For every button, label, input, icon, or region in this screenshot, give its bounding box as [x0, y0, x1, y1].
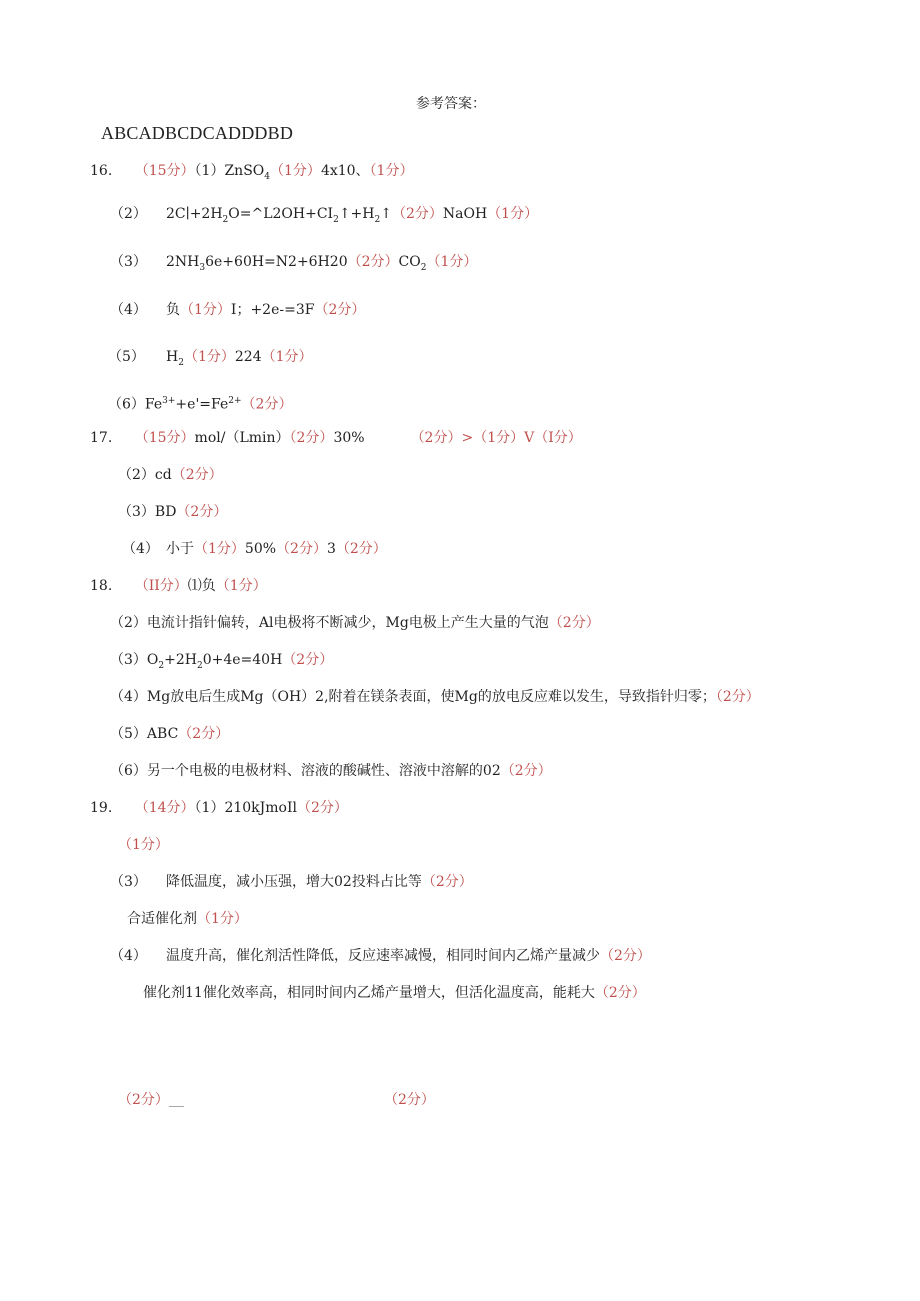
q17-l4-number: （4）: [122, 541, 159, 557]
q18-l2-a: （2）电流计指针偏转，Al电极将不断减少，Mg电极上产生大量的气泡: [110, 615, 549, 631]
q17-l4-score-1: （1分）: [194, 541, 245, 557]
q19-l6-score: （2分）: [594, 985, 646, 1001]
q18-l6-score: （2分）: [500, 763, 552, 779]
q17-line-1: [90, 428, 582, 448]
q16-l6-b: +e'=Fe: [175, 396, 229, 413]
q18-line-2: [110, 613, 600, 633]
q19-l4-score: （1分）: [197, 911, 248, 927]
q17-l4-a: 小于: [166, 541, 194, 557]
q16-l5-sub: 2: [178, 357, 184, 368]
q16-l1-score-2: （1分）: [369, 163, 414, 179]
q17-l4-score-2: （2分）: [276, 541, 327, 557]
q18-l1-score: （1分）: [215, 578, 267, 594]
q17-line-3: [118, 502, 227, 522]
q19-l2-score: （1分）: [118, 837, 169, 853]
q18-number: 18.: [90, 578, 113, 594]
q17-l4-b: 50%: [244, 541, 277, 557]
q18-l2-score: （2分）: [548, 615, 600, 631]
q17-l1-score-2: （2分）>（1分）V（I分）: [410, 430, 582, 446]
tail-line: [118, 1090, 184, 1112]
q18-l3-sub: 2: [158, 660, 165, 671]
q16-line-4: [110, 300, 365, 320]
q17-l3-score: （2分）: [176, 504, 228, 520]
q17-score: （15分）: [134, 430, 195, 446]
q19-l5-score: （2分）: [600, 948, 651, 964]
q18-l3-c: 0+4e=40H: [202, 652, 283, 668]
q16-l3-a: 2NH: [166, 254, 200, 270]
q17-line-4: [122, 539, 387, 559]
q18-l5-score: （2分）: [178, 726, 230, 742]
q17-l1-b: 30%: [333, 430, 365, 446]
q16-l2-c: ↑+H: [338, 206, 375, 222]
q19-line-3: [110, 872, 473, 892]
q18-line-6: [110, 761, 552, 781]
q18-l4-score: （2分）: [715, 689, 760, 705]
q16-l2-number: （2）: [110, 206, 147, 222]
q16-l1-a: （1）ZnSO: [194, 163, 265, 179]
q16-l3-number: （3）: [110, 254, 147, 270]
q16-line-5: [108, 347, 313, 373]
q17-l1-score-1: （2分）: [289, 430, 334, 446]
q17-number: 17.: [90, 430, 113, 446]
q16-l4-number: （4）: [110, 302, 147, 318]
q16-l2-a: 2C∣+2H: [166, 206, 223, 222]
q16-l3-score-2: （1分）: [426, 254, 478, 270]
q16-l6-sup: 3+: [162, 396, 176, 406]
q19-l5-number: （4）: [110, 948, 147, 964]
q18-line-1: [90, 576, 267, 596]
q18-score: （II分）: [134, 578, 188, 594]
q18-line-3: [110, 650, 333, 676]
q18-l3-score: （2分）: [282, 652, 334, 668]
q19-line-2: [118, 835, 169, 855]
q18-l5-a: （5）ABC: [110, 726, 179, 742]
q16-l2-b: O=^L2OH+CI: [228, 206, 334, 222]
q16-line-2: [110, 204, 538, 230]
q19-number: 19.: [90, 800, 113, 816]
q16-l5-score-2: （1分）: [261, 349, 313, 365]
q16-l5-number: （5）: [108, 349, 145, 365]
q16-l2-sub2: 2: [333, 214, 339, 225]
multiple-choice-answers: ABCADBCDCADDDBD: [101, 123, 294, 143]
q16-l1-score-1: （1分）: [270, 163, 321, 179]
tail-score-2: （2分）: [384, 1092, 435, 1108]
q19-l5-a: 温度升高，催化剂活性降低，反应速率减慢，相同时间内乙烯产量减少: [166, 948, 600, 964]
q19-line-1: [90, 798, 348, 818]
q18-l6-a: （6）另一个电极的电极材料、溶液的酸碱性、溶液中溶解的02: [110, 763, 501, 779]
q19-line-5: [110, 946, 651, 966]
tail-line-2: [384, 1090, 435, 1110]
q18-l1-a: ⑴负: [187, 578, 216, 594]
q17-l4-c: 3: [326, 541, 336, 557]
q16-l6-sup2: 2+: [228, 396, 242, 406]
q19-l3-a: 降低温度，减小压强，增大02投料占比等: [166, 874, 422, 890]
q19-line-6: [143, 983, 646, 1003]
q17-l1-a: mol/（Lmin）: [194, 430, 290, 446]
q16-l6-a: （6）Fe: [108, 396, 163, 413]
q17-l3-a: （3）BD: [118, 504, 177, 520]
q18-l3-sub2: 2: [196, 660, 203, 671]
q16-l4-score-2: （2分）: [314, 302, 366, 318]
q16-l4-a: 负: [166, 302, 180, 318]
tail-score-1: （2分）: [118, 1092, 169, 1108]
q16-line-1: [90, 161, 413, 187]
q19-l1-score: （2分）: [296, 800, 348, 816]
q17-l4-score-3: （2分）: [335, 541, 387, 557]
q18-line-5: [110, 724, 229, 744]
q16-l3-sub: 3: [199, 262, 206, 273]
q16-l2-score-1: （2分）: [391, 206, 443, 222]
q16-l6-score: （2分）: [241, 396, 293, 413]
q17-l2-score: （2分）: [171, 467, 223, 483]
q19-l3-score: （2分）: [421, 874, 473, 890]
q18-l4-a: （4）Mg放电后生成Mg（OH）2,附着在镁条表面，使Mg的放电反应难以发生，导致指针归零；: [110, 689, 716, 705]
q16-l1-sub: 4: [264, 171, 271, 182]
q16-l5-score-1: （1分）: [183, 349, 235, 365]
q19-line-4: [127, 909, 248, 929]
q16-score: （15分）: [134, 163, 195, 179]
q16-l3-score-1: （2分）: [347, 254, 399, 270]
q16-l5-b: 224: [234, 349, 262, 365]
q16-l4-b: I；+2e-=3F: [230, 302, 315, 318]
q16-l2-e: NaOH: [442, 206, 488, 222]
q18-line-4: [110, 687, 760, 707]
q16-l5-a: H: [166, 349, 179, 365]
q16-l2-sub3: 2: [374, 214, 381, 225]
q16-l2-d: ↑: [380, 206, 392, 222]
q17-l2-a: （2）cd: [118, 467, 172, 483]
q16-l3-sub2: 2: [420, 262, 427, 273]
tail-blank: ___: [168, 1096, 184, 1107]
q19-l1-a: （1）210kJmoIl: [194, 800, 297, 816]
q16-number: 16.: [90, 163, 113, 179]
q19-l4-a: 合适催化剂: [127, 911, 197, 927]
q17-line-2: [118, 465, 223, 485]
q16-line-6: [108, 391, 292, 415]
q18-l3-a: （3）O: [110, 652, 159, 668]
page-title: 参考答案：: [416, 96, 486, 112]
q19-l6-a: 催化剂11催化效率高，相同时间内乙烯产量增大，但活化温度高，能耗大: [143, 985, 595, 1001]
q16-l3-b: 6e+60H=N2+6H20: [205, 254, 348, 270]
q16-l1-b: 4x10、: [320, 163, 370, 179]
q16-l3-c: CO: [398, 254, 421, 270]
q16-l4-score-1: （1分）: [180, 302, 231, 318]
q18-l3-b: +2H: [164, 652, 197, 668]
q19-score: （14分）: [134, 800, 195, 816]
q16-l2-score-2: （1分）: [487, 206, 539, 222]
q16-l2-sub: 2: [222, 214, 229, 225]
q19-l3-number: （3）: [110, 874, 147, 890]
q16-line-3: [110, 252, 477, 278]
